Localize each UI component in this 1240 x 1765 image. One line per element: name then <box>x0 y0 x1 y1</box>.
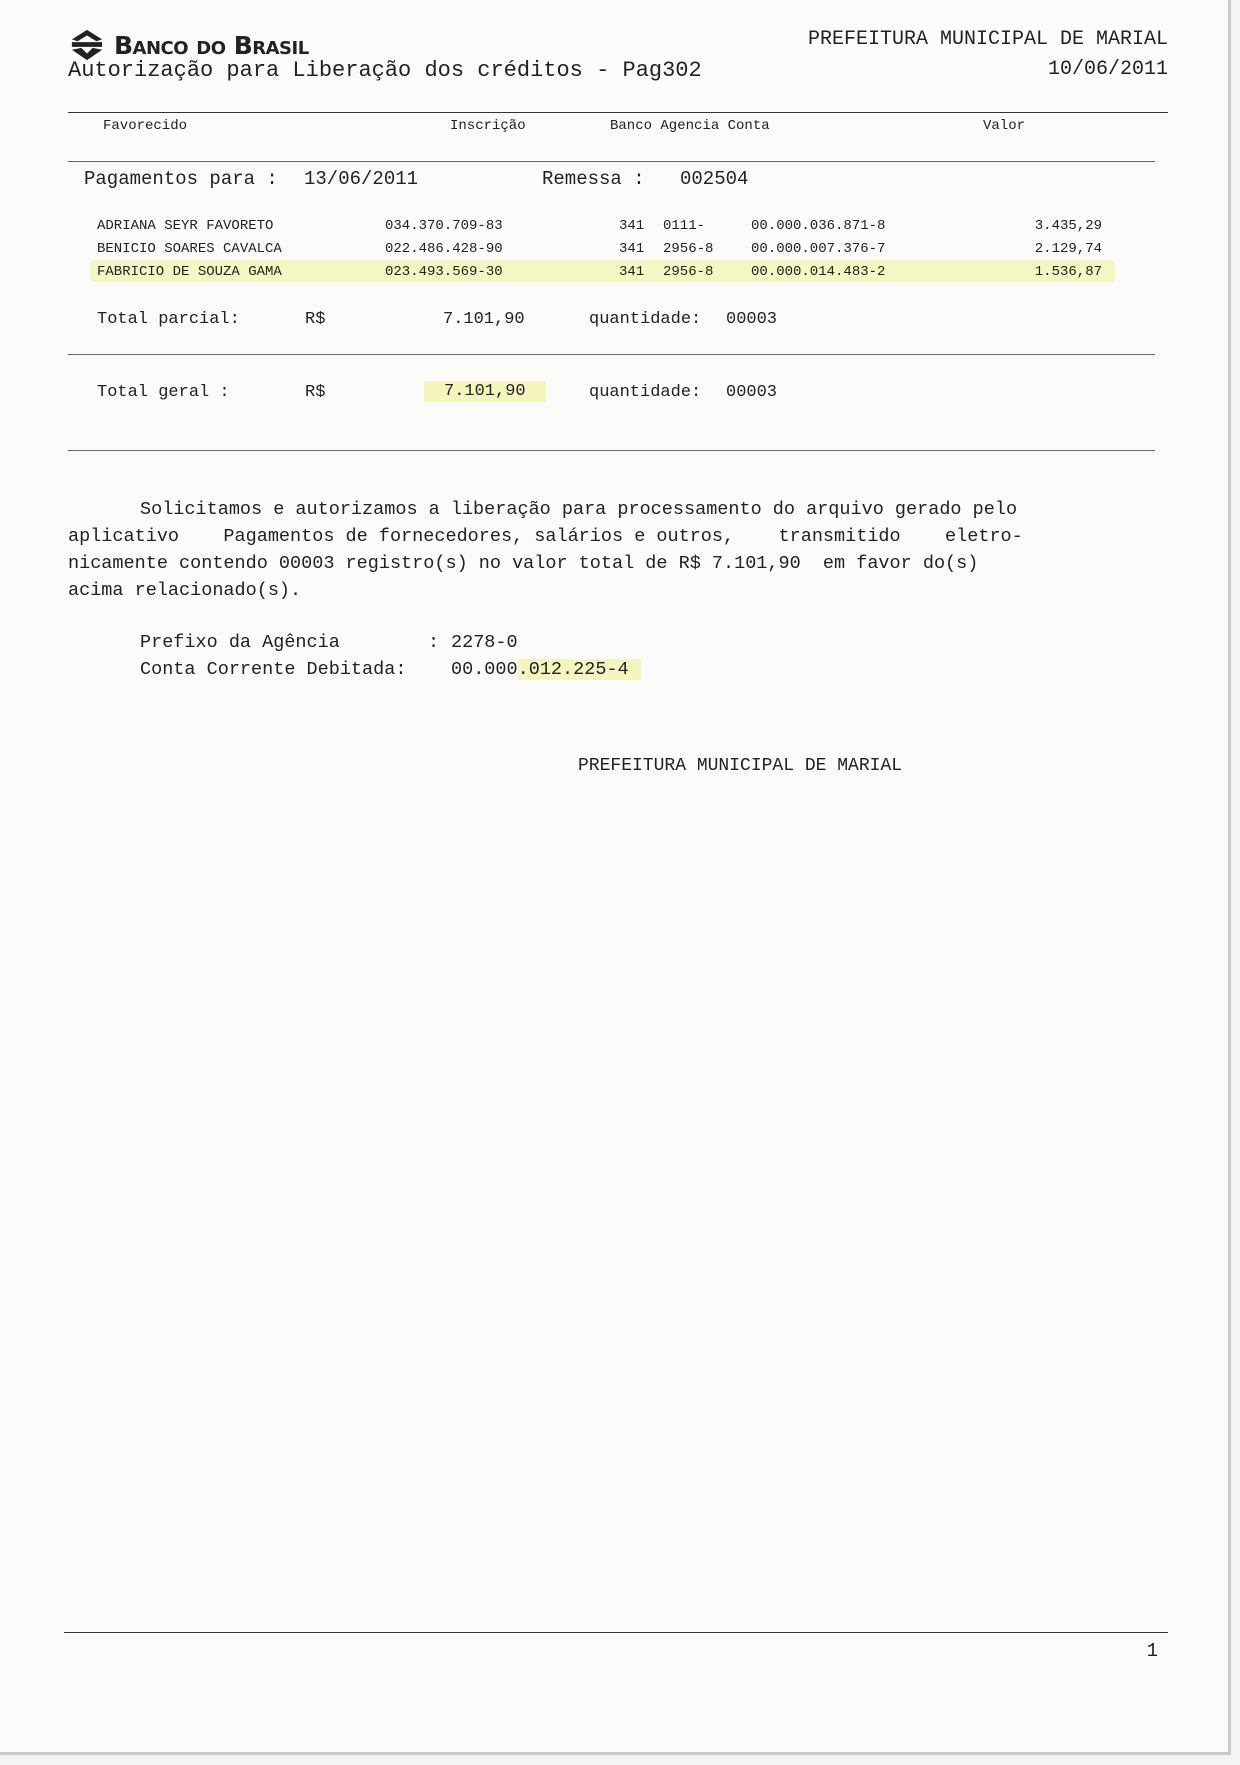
row-agencia: 2956-8 <box>663 241 714 257</box>
row-valor: 2.129,74 <box>1034 241 1102 257</box>
agency-prefix-colon: : <box>428 632 440 653</box>
bottom-divider <box>68 450 1155 451</box>
row-inscricao: 023.493.569-30 <box>385 264 503 280</box>
row-banco: 341 <box>619 264 645 280</box>
total-parcial-label: Total parcial: <box>97 310 240 329</box>
bank-logo-icon <box>68 28 106 62</box>
total-parcial-currency: R$ <box>305 310 326 329</box>
agency-prefix-label: Prefixo da Agência <box>140 632 340 653</box>
total-geral-qty-label: quantidade: <box>589 383 702 402</box>
total-parcial-qty-label: quantidade: <box>589 310 702 329</box>
row-inscricao: 022.486.428-90 <box>385 241 503 257</box>
paragraph-line: nicamente contendo 00003 registro(s) no valor total de R$ 7.101,90 em favor do(s) <box>68 553 979 574</box>
footer-divider <box>64 1632 1168 1633</box>
row-favorecido: FABRICIO DE SOUZA GAMA <box>97 264 282 280</box>
row-inscricao: 034.370.709-83 <box>385 218 503 234</box>
signature-organization: PREFEITURA MUNICIPAL DE MARIAL <box>578 756 903 776</box>
debited-account-label: Conta Corrente Debitada: <box>140 659 407 680</box>
debited-account-value <box>451 659 641 680</box>
total-geral-qty: 00003 <box>726 383 778 402</box>
remessa-label: Remessa : <box>542 168 645 190</box>
total-parcial-value: 7.101,90 <box>443 310 525 329</box>
row-conta: 00.000.036.871-8 <box>751 218 886 234</box>
row-valor: 1.536,87 <box>1034 264 1102 280</box>
row-conta: 00.000.007.376-7 <box>751 241 886 257</box>
row-favorecido: ADRIANA SEYR FAVORETO <box>97 218 274 234</box>
agency-prefix-value: 2278-0 <box>451 632 518 653</box>
bank-logo <box>68 28 309 62</box>
bank-name: Banco do Brasil <box>114 30 309 60</box>
row-agencia: 0111- <box>663 218 706 234</box>
authorization-paragraph <box>68 496 1138 604</box>
page-number: 1 <box>1146 1640 1158 1662</box>
column-divider <box>68 161 1155 162</box>
payments-for-label: Pagamentos para : <box>84 168 278 190</box>
row-banco: 341 <box>619 241 645 257</box>
total-parcial-qty: 00003 <box>726 310 778 329</box>
column-header-favorecido: Favorecido <box>103 118 188 134</box>
paragraph-line: Solicitamos e autorizamos a liberação para processamento do arquivo gerado pelo <box>140 499 1018 520</box>
debited-account-suffix: .012.225-4 <box>518 659 641 680</box>
payments-for-date: 13/06/2011 <box>304 168 419 190</box>
remessa-number: 002504 <box>680 168 749 190</box>
row-banco: 341 <box>619 218 645 234</box>
column-header-banco-agencia-conta: Banco Agencia Conta <box>610 118 770 134</box>
total-geral-currency: R$ <box>305 383 326 402</box>
row-valor: 3.435,29 <box>1034 218 1102 234</box>
totals-divider <box>68 354 1155 355</box>
document-date: 10/06/2011 <box>1047 58 1168 81</box>
row-agencia: 2956-8 <box>663 264 714 280</box>
total-geral-value: 7.101,90 <box>424 381 546 402</box>
row-conta: 00.000.014.483-2 <box>751 264 886 280</box>
header-divider <box>68 112 1168 113</box>
paragraph-line: aplicativo Pagamentos de fornecedores, salários e outros, transmitido eletro- <box>68 526 1023 547</box>
column-header-inscricao: Inscrição <box>450 118 526 134</box>
total-geral-label: Total geral : <box>97 383 230 402</box>
paragraph-line: acima relacionado(s). <box>68 580 302 601</box>
row-favorecido: BENICIO SOARES CAVALCA <box>97 241 282 257</box>
debited-account-prefix: 00.000 <box>451 659 518 680</box>
organization-name: PREFEITURA MUNICIPAL DE MARIAL <box>807 28 1168 51</box>
document-title: Autorização para Liberação dos créditos - Pag302 <box>68 58 702 83</box>
column-header-valor: Valor <box>983 118 1026 134</box>
